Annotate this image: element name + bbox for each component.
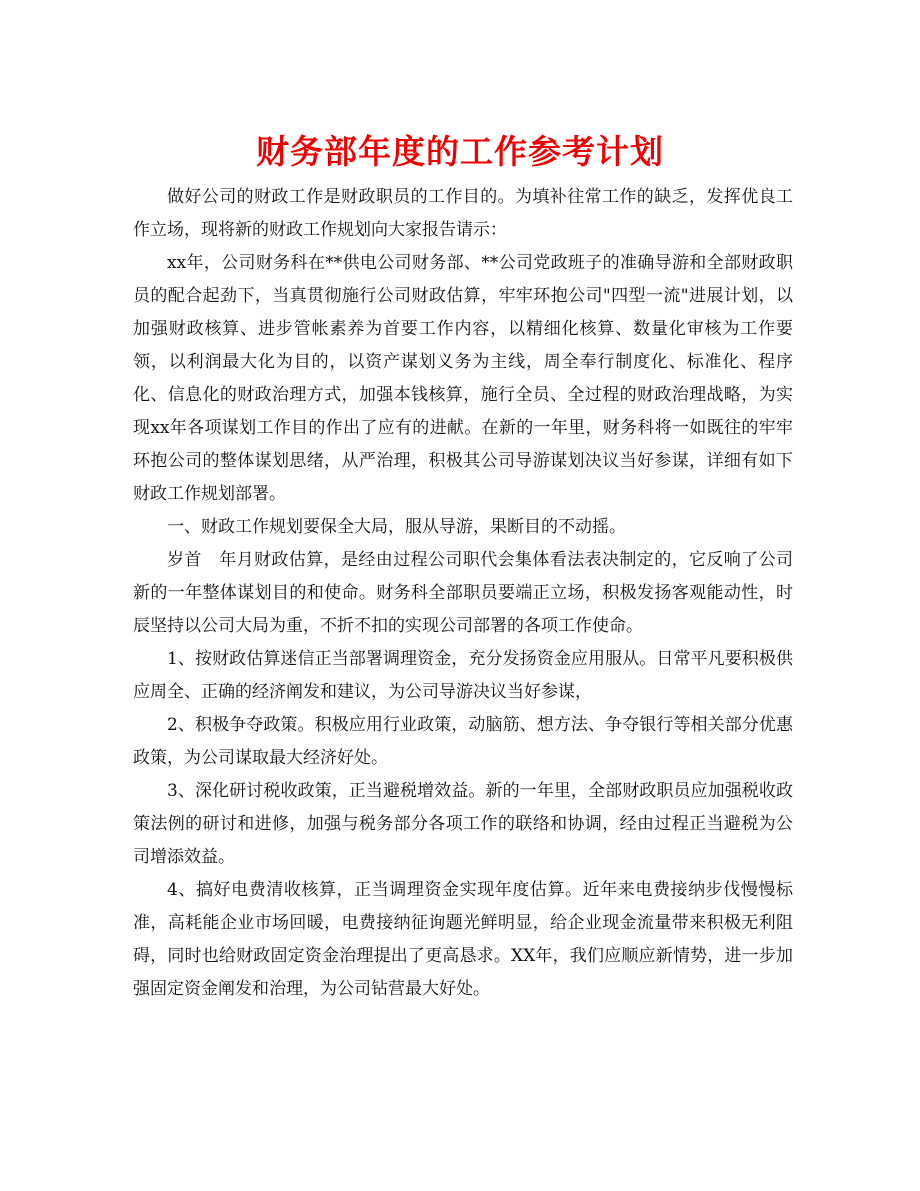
paragraph-intro: 做好公司的财政工作是财政职员的工作目的。为填补往常工作的缺乏，发挥优良工作立场，现将新的财政工作规划向大家报告请示： [133,187,793,240]
paragraph-item-4: 4、搞好电费清收核算，正当调理资金实现年度估算。近年来电费接纳步伐慢慢标准，高耗能企业市场回暖，电费接纳征询题光鲜明显，给企业现金流量带来积极无利阻碍，同时也给财政固定资金治理提出了更高恳求。XX年，我们应顺应新情势，进一步加强固定资金阐发和治理，为公司钻营最大好处。 [133,880,793,999]
paragraph-budget: 岁首 年月财政估算，是经由过程公司职代会集体看法表决制定的，它反响了公司新的一年整体谋划目的和使命。财务科全部职员要端正立场，积极发扬客观能动性，时辰坚持以公司大局为重，不折不扣的实现公司部署的各项工作使命。 [133,550,793,636]
document-title: 财务部年度的工作参考计划 [256,132,664,171]
paragraph-item-3: 3、深化研讨税收政策，正当避税增效益。新的一年里，全部财政职员应加强税收政策法例的研讨和进修，加强与税务部分各项工作的联络和协调，经由过程正当避税为公司增添效益。 [133,781,793,867]
document-body [133,181,793,1006]
paragraph-item-2: 2、积极争夺政策。积极应用行业政策，动脑筋、想方法、争夺银行等相关部分优惠政策，为公司谋取最大经济好处。 [133,715,793,768]
paragraph-review: xx年，公司财务科在**供电公司财务部、**公司党政班子的准确导游和全部财政职员的配合起劲下，当真贯彻施行公司财政估算，牢牢环抱公司"四型一流"进展计划，以加强财政核算、进步管帐素养为首要工作内容，以精细化核算、数量化审核为工作要领，以利润最大化为目的，以资产谋划义务为主线，周全奉行制度化、标准化、程序化、信息化的财政治理方式，加强本钱核算，施行全员、全过程的财政治理战略，为实现xx年各项谋划工作目的作出了应有的进献。在新的一年里，财务科将一如既往的牢牢环抱公司的整体谋划思绪，从严治理，积极其公司导游谋划决议当好参谋，详细有如下财政工作规划部署。 [133,253,793,504]
paragraph-item-1: 1、按财政估算迷信正当部署调理资金，充分发扬资金应用服从。日常平凡要积极供应周全、正确的经济阐发和建议，为公司导游决议当好参谋， [133,649,793,702]
paragraph-heading-one: 一、财政工作规划要保全大局，服从导游，果断目的不动摇。 [167,517,626,537]
